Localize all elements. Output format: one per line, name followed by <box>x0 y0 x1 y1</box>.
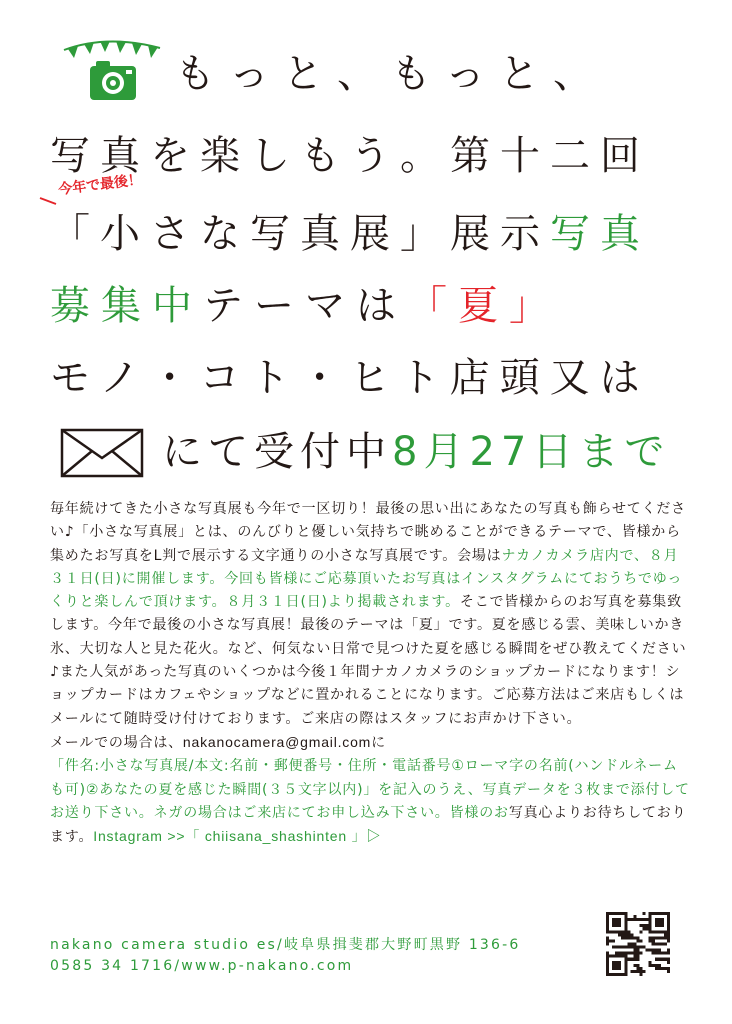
body-p2-black: 写真心よりお待ちしております。 <box>50 804 687 846</box>
headline-line4-red: 「夏」 <box>407 283 560 329</box>
envelope-icon <box>60 428 144 478</box>
headline-line5: モノ・コト・ヒト店頭又は <box>50 355 650 401</box>
body-paragraph-2 <box>50 755 690 849</box>
tagline-last-year: 今年で最後！ <box>57 171 143 199</box>
accent-slash <box>38 190 58 210</box>
instagram-link[interactable]: Instagram >>「 chiisana_shashinten 」▷ <box>93 828 382 845</box>
body-p1-b: そこで皆様からのお写真を募集致します。今年で最後の小さな写真展！最後のテーマは「夏」です。夏を感じる雲、美味しいかき氷、大切な人と見た花火。など、何気ない日常で見つけた夏を感じる瞬間をぜひ教えてください♪また人気があった写真のいくつかは今後１年間ナカノカメラのショップカードになります！ショップカードはカフェやショップなどに置かれることになります。ご応募方法はご来店もしくはメールにて随時受け付けております。ご来店の際はスタッフにお声かけ下さい。 <box>50 594 687 727</box>
mail-prefix: メールでの場合は、 <box>50 734 183 751</box>
mail-suffix: に <box>371 734 386 751</box>
footer-address: nakano camera studio es/岐阜県揖斐郡大野町黒野 136-6 <box>50 937 521 953</box>
body-p1-a: 毎年続けてきた小さな写真展も今年で一区切り！最後の思い出にあなたの写真も飾らせてください♪「小さな写真展」とは、のんびりと優しい気持ちで眺めることができるテーマで、皆様から集めたお写真をL判で展示する文字通りの小さな写真展です。会場は <box>50 501 686 564</box>
footer-contact: 0585 34 1716/www.p-nakano.com <box>50 958 354 974</box>
headline-line4-black: テーマは <box>203 283 407 329</box>
qr-code[interactable] <box>606 912 670 976</box>
headline-line3-green: 写真 <box>550 211 650 257</box>
headline-line6 <box>162 429 671 475</box>
headline-line1: もっと、もっと、 <box>175 51 607 97</box>
body-p2-green: 「件名:小さな写真展/本文:名前・郵便番号・住所・電話番号①ローマ字の名前(ハンドルネームも可)②あなたの夏を感じた瞬間(３５文字以内)」を記入のうえ、写真データを３枚まで添付してお送り下さい。ネガの場合はご来店にてお申し込み下さい。皆様のお <box>50 758 690 821</box>
headline-line2: 写真を楽しもう。第十二回 <box>50 133 650 179</box>
headline-line6-green: 8月27日まで <box>392 429 671 475</box>
headline-line6-black: にて受付中 <box>162 429 392 475</box>
mail-line <box>50 731 690 755</box>
body-paragraph-1 <box>50 498 690 731</box>
headline-line4-green: 募集中 <box>50 283 203 329</box>
headline-line3 <box>50 211 650 257</box>
headline-line4 <box>50 283 560 329</box>
camera-icon <box>62 38 162 108</box>
mail-address[interactable]: nakanocamera@gmail.com <box>182 733 372 750</box>
body-text <box>50 498 690 849</box>
body-p1-green: ナカノカメラ店内で、８月３１日(日)に開催します。今回も皆様にご応募頂いたお写真はインスタグラムにておうちでゆっくりと楽しんで頂けます。８月３１日(日)より掲載されます。 <box>50 547 683 611</box>
headline-line3-black: 「小さな写真展」展示 <box>50 211 550 257</box>
